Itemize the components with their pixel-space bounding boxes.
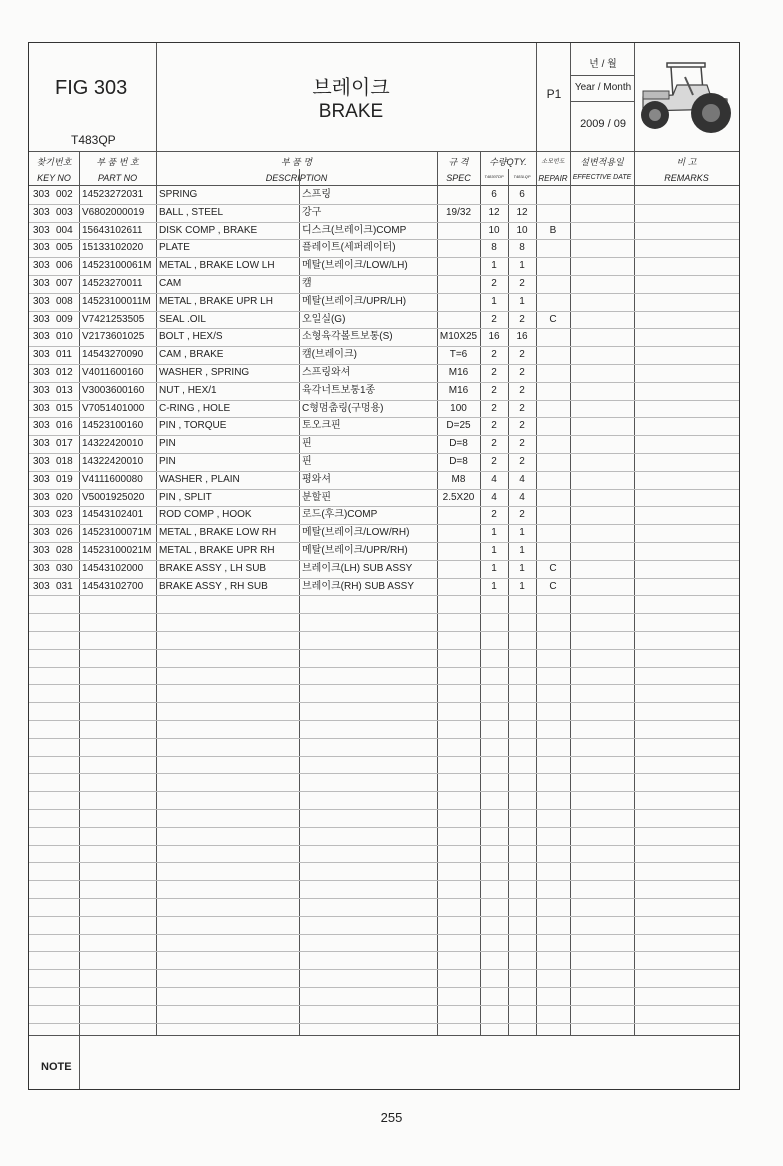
cell-repair: B [549, 224, 557, 236]
row-rule [29, 791, 739, 792]
cell-spec [437, 222, 480, 240]
cell-part-no: 14523270011 [82, 278, 143, 289]
cell-description-ko: 메탈(브레이크/LOW/RH) [302, 527, 410, 539]
cell-part-no: 14322420010 [82, 438, 144, 450]
row-rule [29, 827, 739, 828]
cell-qty-a: 4 [491, 491, 497, 503]
cell-description-ko: C형멈춤링(구멍용) [302, 402, 384, 414]
cell-description: SPRING [159, 189, 198, 200]
cell-fig: 303 [33, 456, 50, 467]
cell-description-ko: 로드(후크)COMP [302, 509, 378, 521]
cell-fig: 303 [33, 384, 50, 396]
row-rule [29, 916, 739, 917]
cell-qty-b: 2 [519, 349, 525, 361]
col-part-ko: 부 품 번 호 [96, 157, 139, 167]
cell-spec: 2.5X20 [442, 491, 475, 503]
cell-description: C-RING , HOLE [159, 402, 231, 414]
col-key-ko: 찾기번호 [36, 157, 72, 167]
cell-spec: D=8 [449, 438, 468, 450]
ym-divider [570, 101, 634, 102]
cell-spec [437, 275, 480, 293]
cell-repair [536, 275, 570, 293]
page-number: 255 [380, 1110, 403, 1125]
col-spec-en: SPEC [446, 173, 471, 183]
cell-part-no: V2173601025 [82, 331, 145, 343]
note-label: NOTE [41, 1061, 72, 1073]
cell-fig: 303 [33, 527, 50, 539]
cell-fig: 303 [33, 438, 50, 450]
cell-spec: M16 [448, 367, 469, 378]
cell-qty-b: 10 [516, 224, 528, 236]
col-qty-a: T4830TDP [484, 174, 504, 179]
cell-repair [536, 257, 570, 275]
cell-fig: 303 [33, 313, 50, 325]
cell-qty-b: 2 [519, 367, 525, 378]
cell-description-ko: 디스크(브레이크)COMP [302, 224, 407, 236]
cell-description-ko: 브레이크(LH) SUB ASSY [302, 562, 413, 574]
cell-qty-b: 2 [519, 420, 525, 432]
cell-qty-b: 6 [519, 189, 525, 200]
cell-part-no: 14523272031 [82, 189, 144, 200]
cell-description-ko: 플레이트(세퍼레이터) [302, 242, 396, 254]
cell-spec [437, 560, 480, 578]
col-divider [634, 151, 635, 1035]
cell-key-no: 011 [56, 349, 72, 361]
row-rule [29, 756, 739, 757]
cell-spec [437, 239, 480, 257]
cell-key-no: 007 [56, 278, 73, 289]
table-bottom-line [29, 1035, 739, 1036]
col-eff-en: EFFECTIVE DATE [572, 174, 632, 181]
cell-qty-b: 2 [519, 384, 525, 396]
cell-part-no: V6802000019 [82, 206, 145, 218]
cell-key-no: 016 [56, 420, 73, 432]
cell-description-ko: 캠 [302, 278, 312, 289]
col-repair-ko: 소모빈도 [541, 159, 565, 165]
cell-key-no: 020 [56, 491, 73, 503]
cell-key-no: 013 [56, 384, 73, 396]
cell-qty-b: 1 [519, 562, 525, 574]
cell-qty-b: 2 [519, 456, 525, 467]
cell-key-no: 003 [56, 206, 73, 218]
col-remarks-en: REMARKS [664, 173, 709, 183]
cell-repair [536, 524, 570, 542]
cell-part-no: 14543102000 [82, 562, 144, 574]
cell-fig: 303 [33, 295, 50, 307]
cell-repair [536, 328, 570, 346]
cell-description: PIN , SPLIT [159, 491, 212, 503]
cell-fig: 303 [33, 278, 50, 289]
year-month-value: 2009 / 09 [580, 118, 626, 130]
cell-description: SEAL .OIL [159, 313, 206, 325]
row-rule [29, 720, 739, 721]
model-code: T483QP [71, 133, 116, 147]
cell-part-no: V7051401000 [82, 402, 145, 414]
year-month-english: Year / Month [574, 82, 632, 93]
parts-sheet [28, 42, 740, 1090]
cell-qty-b: 1 [519, 545, 525, 556]
cell-qty-b: 1 [519, 295, 525, 307]
cell-qty-a: 2 [491, 313, 497, 325]
cell-description: CAM [159, 278, 182, 289]
cell-qty-a: 2 [491, 278, 497, 289]
row-rule [29, 773, 739, 774]
cell-fig: 303 [33, 562, 50, 574]
title-korean: 브레이크 [312, 77, 390, 99]
row-rule [29, 667, 739, 668]
cell-repair [536, 417, 570, 435]
cell-part-no: V3003600160 [82, 384, 145, 396]
row-rule [29, 613, 739, 614]
cell-description: NUT , HEX/1 [159, 384, 217, 396]
cell-description-ko: 스프링 [302, 189, 331, 200]
row-rule [29, 1005, 739, 1006]
cell-fig: 303 [33, 509, 50, 521]
cell-key-no: 012 [56, 367, 73, 378]
cell-description-ko: 핀 [302, 456, 312, 467]
cell-description: WASHER , PLAIN [159, 473, 240, 485]
cell-repair [536, 186, 570, 204]
cell-spec [437, 524, 480, 542]
cell-repair: C [549, 313, 557, 325]
cell-spec: T=6 [449, 349, 468, 361]
cell-description-ko: 육각너트보통1종 [302, 384, 376, 396]
cell-description: BRAKE ASSY , LH SUB [159, 562, 267, 574]
cell-description-ko: 분할핀 [302, 491, 331, 503]
cell-fig: 303 [33, 189, 50, 200]
cell-repair: C [549, 580, 557, 592]
page-code: P1 [546, 87, 562, 101]
cell-key-no: 005 [56, 242, 73, 254]
cell-key-no: 018 [56, 456, 73, 467]
cell-qty-a: 1 [491, 527, 497, 539]
cell-description: PLATE [159, 242, 190, 254]
col-key-en: KEY NO [37, 173, 71, 183]
cell-qty-a: 10 [488, 224, 500, 236]
cell-fig: 303 [33, 331, 50, 343]
cell-qty-a: 2 [491, 509, 497, 521]
cell-repair [536, 542, 570, 560]
cell-fig: 303 [33, 367, 50, 378]
col-remarks-ko: 비 고 [676, 157, 697, 167]
header-divider [156, 43, 157, 151]
ym-divider [570, 75, 634, 76]
cell-qty-a: 1 [491, 260, 497, 272]
cell-key-no: 028 [56, 545, 73, 556]
cell-fig: 303 [33, 473, 50, 485]
cell-spec: D=25 [446, 420, 471, 432]
row-rule [29, 595, 739, 596]
cell-description-ko: 오일실(G) [302, 313, 346, 325]
col-qty-ko: 수량QTY. [489, 157, 527, 167]
cell-key-no: 017 [56, 438, 73, 450]
cell-description-ko: 토오크핀 [302, 420, 341, 432]
cell-qty-b: 2 [519, 278, 525, 289]
cell-key-no: 002 [56, 189, 73, 200]
cell-qty-b: 4 [519, 473, 525, 485]
cell-key-no: 023 [56, 509, 73, 521]
cell-key-no: 015 [56, 402, 73, 414]
cell-qty-a: 2 [491, 420, 497, 432]
cell-description: BRAKE ASSY , RH SUB [159, 580, 268, 592]
col-divider [570, 151, 571, 1035]
cell-repair [536, 293, 570, 311]
cell-part-no: 14543102700 [82, 580, 144, 592]
title-english: BRAKE [318, 101, 384, 122]
cell-part-no: 15643102611 [82, 224, 143, 236]
note-divider [79, 1035, 80, 1089]
row-rule [29, 951, 739, 952]
col-divider [156, 151, 157, 1035]
cell-part-no: 14523100160 [82, 420, 144, 432]
cell-spec [437, 257, 480, 275]
tractor-icon [637, 51, 737, 143]
cell-repair [536, 435, 570, 453]
cell-key-no: 004 [56, 224, 73, 236]
cell-qty-a: 1 [491, 545, 497, 556]
cell-repair [536, 453, 570, 471]
cell-repair [536, 346, 570, 364]
row-rule [29, 969, 739, 970]
cell-qty-b: 16 [516, 331, 528, 343]
col-divider [79, 151, 80, 1035]
cell-description: METAL , BRAKE UPR RH [159, 545, 275, 556]
cell-part-no: 14543102401 [82, 509, 144, 521]
cell-description-ko: 메탈(브레이크/UPR/RH) [302, 545, 408, 556]
cell-description: WASHER , SPRING [159, 367, 250, 378]
row-rule [29, 631, 739, 632]
cell-fig: 303 [33, 260, 50, 272]
cell-qty-a: 12 [488, 206, 500, 218]
cell-key-no: 009 [56, 313, 73, 325]
cell-qty-b: 1 [519, 260, 525, 272]
cell-qty-a: 2 [491, 367, 497, 378]
cell-qty-a: 1 [491, 562, 497, 574]
cell-description-ko: 스프링와셔 [302, 367, 351, 378]
cell-description: PIN [159, 438, 176, 450]
cell-key-no: 019 [56, 473, 73, 485]
cell-part-no: 14523100021M [82, 545, 152, 556]
cell-qty-b: 4 [519, 491, 525, 503]
cell-part-no: 14523100071M [82, 527, 152, 539]
cell-spec [437, 186, 480, 204]
cell-qty-a: 16 [488, 331, 500, 343]
cell-part-no: 14523100061M [82, 260, 152, 272]
cell-repair [536, 382, 570, 400]
cell-repair [536, 364, 570, 382]
cell-description: METAL , BRAKE UPR LH [159, 295, 273, 307]
cell-qty-a: 1 [491, 295, 497, 307]
col-desc-en: DESCRIPTION [265, 173, 328, 183]
cell-part-no: V5001925020 [82, 491, 145, 503]
cell-key-no: 026 [56, 527, 73, 539]
cell-repair [536, 239, 570, 257]
cell-repair [536, 506, 570, 524]
row-rule [29, 934, 739, 935]
cell-fig: 303 [33, 420, 50, 432]
row-rule [29, 862, 739, 863]
cell-description: BALL , STEEL [159, 206, 224, 218]
fig-number: FIG 303 [55, 77, 128, 99]
cell-description-ko: 메탈(브레이크/UPR/LH) [302, 295, 407, 307]
col-divider [299, 169, 300, 1035]
cell-spec: M16 [448, 384, 469, 396]
cell-key-no: 031 [56, 580, 73, 592]
cell-repair [536, 400, 570, 418]
cell-qty-b: 1 [519, 580, 525, 592]
cell-qty-a: 2 [491, 402, 497, 414]
cell-description: BOLT , HEX/S [159, 331, 223, 343]
cell-fig: 303 [33, 580, 50, 592]
cell-qty-b: 8 [519, 242, 525, 254]
cell-spec: M8 [451, 473, 466, 485]
cell-spec: 19/32 [445, 206, 472, 218]
cell-qty-b: 2 [519, 313, 525, 325]
col-desc-ko: 부 품 명 [280, 157, 313, 167]
table-top-line [29, 151, 739, 152]
cell-description: METAL , BRAKE LOW RH [159, 527, 277, 539]
cell-fig: 303 [33, 206, 50, 218]
cell-fig: 303 [33, 224, 50, 236]
cell-description-ko: 강구 [302, 206, 322, 218]
cell-spec [437, 542, 480, 560]
col-qty-b: T483LQP [513, 174, 531, 179]
cell-description-ko: 캠(브레이크) [302, 349, 357, 361]
cell-spec: M10X25 [439, 331, 478, 343]
cell-fig: 303 [33, 402, 50, 414]
cell-fig: 303 [33, 491, 50, 503]
cell-repair: C [549, 562, 557, 574]
cell-description: PIN [159, 456, 176, 467]
cell-repair [536, 489, 570, 507]
row-rule [29, 649, 739, 650]
cell-key-no: 030 [56, 562, 73, 574]
cell-qty-b: 2 [519, 402, 525, 414]
cell-qty-b: 12 [516, 206, 528, 218]
cell-spec: D=8 [449, 456, 468, 467]
cell-qty-a: 6 [491, 189, 497, 200]
cell-description: DISK COMP , BRAKE [159, 224, 258, 236]
row-rule [29, 738, 739, 739]
cell-part-no: 14523100011M [82, 295, 151, 307]
cell-description: CAM , BRAKE [159, 349, 224, 361]
cell-description: ROD COMP , HOOK [159, 509, 252, 521]
row-rule [29, 809, 739, 810]
cell-description-ko: 평와셔 [302, 473, 331, 485]
row-rule [29, 1023, 739, 1024]
cell-part-no: V7421253505 [82, 313, 145, 325]
cell-fig: 303 [33, 545, 50, 556]
cell-description-ko: 핀 [302, 438, 312, 450]
cell-qty-a: 2 [491, 384, 497, 396]
cell-spec [437, 578, 480, 596]
col-repair-en: REPAIR [538, 174, 568, 183]
cell-qty-a: 2 [491, 438, 497, 450]
row-rule [29, 880, 739, 881]
cell-part-no: V4111600080 [82, 473, 143, 485]
col-part-en: PART NO [97, 173, 138, 183]
cell-qty-a: 4 [491, 473, 497, 485]
cell-fig: 303 [33, 242, 50, 254]
cell-qty-a: 1 [491, 580, 497, 592]
row-rule [29, 987, 739, 988]
cell-key-no: 008 [56, 295, 73, 307]
cell-spec: 100 [450, 402, 467, 414]
cell-qty-b: 2 [519, 509, 525, 521]
cell-key-no: 006 [56, 260, 73, 272]
row-rule [29, 845, 739, 846]
cell-repair [536, 471, 570, 489]
cell-description-ko: 소형육각볼트보통(S) [302, 331, 393, 343]
cell-part-no: 14543270090 [82, 349, 144, 361]
cell-qty-b: 2 [519, 438, 525, 450]
cell-fig: 303 [33, 349, 50, 361]
cell-description-ko: 브레이크(RH) SUB ASSY [302, 580, 414, 592]
cell-spec [437, 311, 480, 329]
cell-key-no: 010 [56, 331, 73, 343]
row-rule [29, 684, 739, 685]
cell-description: METAL , BRAKE LOW LH [159, 260, 275, 272]
col-spec-ko: 규 격 [448, 157, 469, 167]
cell-description: PIN , TORQUE [159, 420, 227, 432]
cell-description-ko: 메탈(브레이크/LOW/LH) [302, 260, 408, 272]
cell-spec [437, 506, 480, 524]
cell-part-no: V4011600160 [82, 367, 144, 378]
col-eff-ko: 설변적용일 [580, 157, 624, 167]
row-rule [29, 702, 739, 703]
cell-spec [437, 293, 480, 311]
cell-qty-a: 2 [491, 456, 497, 467]
cell-qty-a: 2 [491, 349, 497, 361]
cell-qty-a: 8 [491, 242, 497, 254]
year-month-korean: 년 / 월 [589, 59, 617, 70]
cell-repair [536, 204, 570, 222]
cell-qty-b: 1 [519, 527, 525, 539]
cell-part-no: 15133102020 [82, 242, 144, 254]
cell-part-no: 14322420010 [82, 456, 144, 467]
row-rule [29, 898, 739, 899]
